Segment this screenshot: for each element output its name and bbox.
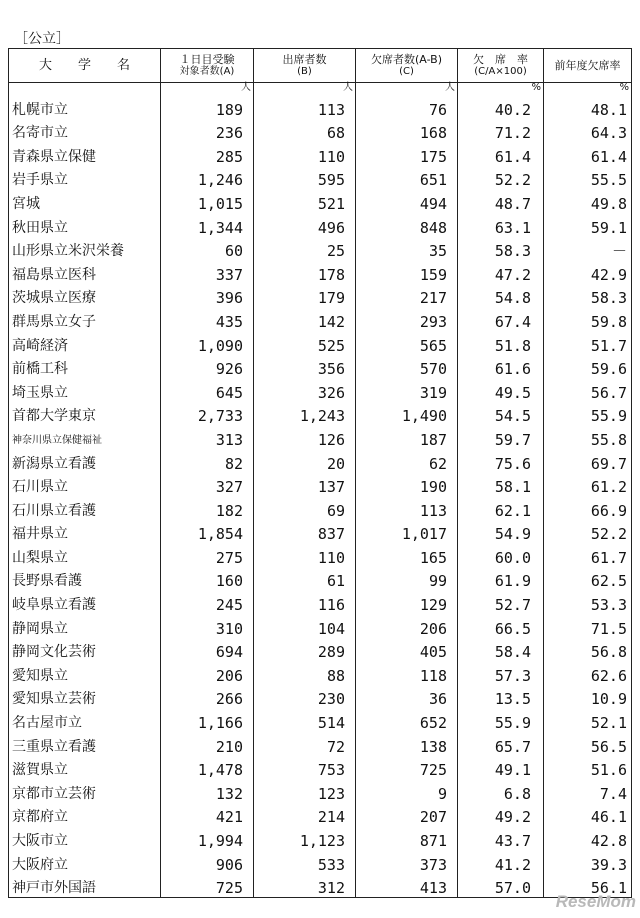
university-name: 長野県看護 (9, 567, 161, 591)
table-row (9, 826, 632, 850)
prev-absence-rate: 52.1 (544, 708, 632, 732)
applicants-count: 132 (161, 779, 254, 803)
prev-absence-rate: 55.9 (544, 402, 632, 426)
absence-rate: 58.3 (458, 237, 544, 261)
table-row (9, 661, 632, 685)
attendees-count: 230 (254, 685, 356, 709)
absentees-count: 217 (356, 284, 458, 308)
absentees-count: 165 (356, 543, 458, 567)
applicants-count: 1,344 (161, 213, 254, 237)
table-row (9, 708, 632, 732)
university-name: 福島県立医科 (9, 260, 161, 284)
applicants-count: 1,246 (161, 166, 254, 190)
section-label: ［公立］ (14, 31, 70, 47)
header-prev-absence-rate: 前年度欠席率 (544, 49, 632, 83)
absentees-count: 373 (356, 850, 458, 874)
university-name: 神奈川県立保健福祉 (9, 425, 161, 449)
university-name: 新潟県立看護 (9, 449, 161, 473)
prev-absence-rate: 49.8 (544, 189, 632, 213)
applicants-count: 396 (161, 284, 254, 308)
absence-rate: 41.2 (458, 850, 544, 874)
attendees-count: 88 (254, 661, 356, 685)
table-row (9, 543, 632, 567)
attendees-count: 1,243 (254, 402, 356, 426)
table-row (9, 685, 632, 709)
absentees-count: 725 (356, 756, 458, 780)
header-applicants (161, 49, 254, 83)
university-name: 愛知県立 (9, 661, 161, 685)
university-name: 埼玉県立 (9, 378, 161, 402)
prev-absence-rate: 61.4 (544, 142, 632, 166)
university-name: 高崎経済 (9, 331, 161, 355)
applicants-count: 206 (161, 661, 254, 685)
absentees-count: 9 (356, 779, 458, 803)
prev-absence-rate: 42.8 (544, 826, 632, 850)
absentees-count: 168 (356, 119, 458, 143)
absentees-count: 413 (356, 874, 458, 898)
attendees-count: 326 (254, 378, 356, 402)
header-row (9, 49, 632, 83)
absentees-count: 652 (356, 708, 458, 732)
prev-absence-rate: 56.8 (544, 638, 632, 662)
applicants-count: 236 (161, 119, 254, 143)
university-name: 秋田県立 (9, 213, 161, 237)
prev-absence-rate: 10.9 (544, 685, 632, 709)
attendees-count: 72 (254, 732, 356, 756)
university-name: 宮城 (9, 189, 161, 213)
attendees-count: 116 (254, 590, 356, 614)
absence-rate: 13.5 (458, 685, 544, 709)
absence-rate: 43.7 (458, 826, 544, 850)
table-row (9, 95, 632, 119)
absentees-count: 118 (356, 661, 458, 685)
absentees-count: 187 (356, 425, 458, 449)
absence-rate: 52.2 (458, 166, 544, 190)
table-row (9, 874, 632, 898)
applicants-count: 645 (161, 378, 254, 402)
table-row (9, 307, 632, 331)
attendees-count: 69 (254, 496, 356, 520)
prev-absence-rate: 51.7 (544, 331, 632, 355)
university-name: 名寄市立 (9, 119, 161, 143)
prev-absence-rate: 64.3 (544, 119, 632, 143)
absentees-count: 293 (356, 307, 458, 331)
applicants-count: 82 (161, 449, 254, 473)
table-row (9, 638, 632, 662)
attendees-count: 514 (254, 708, 356, 732)
applicants-count: 2,733 (161, 402, 254, 426)
table-row (9, 756, 632, 780)
university-name: 石川県立看護 (9, 496, 161, 520)
applicants-count: 210 (161, 732, 254, 756)
table-row (9, 850, 632, 874)
university-name: 前橋工科 (9, 355, 161, 379)
prev-absence-rate: 66.9 (544, 496, 632, 520)
absence-rate: 54.5 (458, 402, 544, 426)
table-row (9, 779, 632, 803)
unit-percent: % (544, 83, 632, 96)
university-name: 茨城県立医療 (9, 284, 161, 308)
university-name: 神戸市外国語 (9, 874, 161, 898)
header-attendees-sub: (B) (297, 65, 312, 77)
attendees-count: 496 (254, 213, 356, 237)
attendees-count: 178 (254, 260, 356, 284)
prev-absence-rate: 69.7 (544, 449, 632, 473)
applicants-count: 337 (161, 260, 254, 284)
table-row (9, 213, 632, 237)
attendees-count: 20 (254, 449, 356, 473)
table-row (9, 449, 632, 473)
attendees-count: 179 (254, 284, 356, 308)
applicants-count: 160 (161, 567, 254, 591)
absentees-count: 570 (356, 355, 458, 379)
prev-absence-rate: 61.2 (544, 473, 632, 497)
university-name: 札幌市立 (9, 95, 161, 119)
absence-rate: 61.6 (458, 355, 544, 379)
attendees-count: 1,123 (254, 826, 356, 850)
applicants-count: 60 (161, 237, 254, 261)
absence-rate: 63.1 (458, 213, 544, 237)
absentees-count: 175 (356, 142, 458, 166)
header-attendees-label: 出席者数 (282, 52, 327, 66)
applicants-count: 310 (161, 614, 254, 638)
table-row (9, 496, 632, 520)
university-name: 名古屋市立 (9, 708, 161, 732)
header-absentees-label: 欠席者数(A-B) (371, 52, 442, 66)
university-name: 青森県立保健 (9, 142, 161, 166)
applicants-count: 266 (161, 685, 254, 709)
absentees-count: 1,017 (356, 520, 458, 544)
prev-absence-rate: 53.3 (544, 590, 632, 614)
absentees-count: 206 (356, 614, 458, 638)
table-row (9, 237, 632, 261)
absence-rate: 58.1 (458, 473, 544, 497)
header-absence-rate (458, 49, 544, 83)
university-name: 首都大学東京 (9, 402, 161, 426)
absence-rate: 65.7 (458, 732, 544, 756)
header-attendees (254, 49, 356, 83)
absence-rate: 60.0 (458, 543, 544, 567)
attendees-count: 61 (254, 567, 356, 591)
prev-absence-rate: 51.6 (544, 756, 632, 780)
absence-rate: 47.2 (458, 260, 544, 284)
absence-rate: 6.8 (458, 779, 544, 803)
prev-absence-rate: 56.5 (544, 732, 632, 756)
prev-absence-rate: 71.5 (544, 614, 632, 638)
university-name: 愛知県立芸術 (9, 685, 161, 709)
applicants-count: 245 (161, 590, 254, 614)
table-row (9, 590, 632, 614)
applicants-count: 1,166 (161, 708, 254, 732)
header-applicants-sub: 対象者数(A) (179, 65, 235, 77)
prev-absence-rate: 56.7 (544, 378, 632, 402)
applicants-count: 1,994 (161, 826, 254, 850)
table-row (9, 567, 632, 591)
table-row (9, 166, 632, 190)
unit-percent: % (458, 83, 544, 96)
attendees-count: 104 (254, 614, 356, 638)
absentees-count: 159 (356, 260, 458, 284)
table-row (9, 520, 632, 544)
applicants-count: 1,015 (161, 189, 254, 213)
attendees-count: 68 (254, 119, 356, 143)
absence-rate: 61.4 (458, 142, 544, 166)
applicants-count: 725 (161, 874, 254, 898)
absence-rate: 48.7 (458, 189, 544, 213)
university-name: 京都市立芸術 (9, 779, 161, 803)
prev-absence-rate: 7.4 (544, 779, 632, 803)
absence-rate: 61.9 (458, 567, 544, 591)
units-blank (9, 83, 161, 96)
attendees-count: 123 (254, 779, 356, 803)
absentees-count: 871 (356, 826, 458, 850)
absentees-count: 138 (356, 732, 458, 756)
units-row (9, 83, 632, 96)
prev-absence-rate: 58.3 (544, 284, 632, 308)
attendees-count: 595 (254, 166, 356, 190)
attendees-count: 137 (254, 473, 356, 497)
prev-absence-rate: 59.6 (544, 355, 632, 379)
table-row (9, 425, 632, 449)
university-name: 群馬県立女子 (9, 307, 161, 331)
absence-rate: 49.2 (458, 803, 544, 827)
applicants-count: 182 (161, 496, 254, 520)
applicants-count: 1,090 (161, 331, 254, 355)
applicants-count: 1,854 (161, 520, 254, 544)
prev-absence-rate: 62.5 (544, 567, 632, 591)
attendees-count: 312 (254, 874, 356, 898)
absentees-count: 190 (356, 473, 458, 497)
header-absence-rate-sub: (C/A×100) (474, 65, 527, 77)
prev-absence-rate: 56.1 (544, 874, 632, 898)
attendees-count: 113 (254, 95, 356, 119)
prev-absence-rate: 55.8 (544, 425, 632, 449)
absence-rate: 58.4 (458, 638, 544, 662)
header-applicants-label: １日目受験 (179, 52, 235, 66)
attendees-count: 25 (254, 237, 356, 261)
university-name: 岩手県立 (9, 166, 161, 190)
absence-rate: 57.0 (458, 874, 544, 898)
attendees-count: 126 (254, 425, 356, 449)
university-name: 静岡県立 (9, 614, 161, 638)
prev-absence-rate: 55.5 (544, 166, 632, 190)
unit-person: 人 (161, 83, 254, 96)
table-row (9, 284, 632, 308)
prev-absence-rate: 52.2 (544, 520, 632, 544)
absence-table (8, 48, 632, 898)
absentees-count: 207 (356, 803, 458, 827)
table-row (9, 614, 632, 638)
attendees-count: 521 (254, 189, 356, 213)
university-name: 石川県立 (9, 473, 161, 497)
header-absence-rate-label: 欠 席 率 (473, 52, 528, 66)
absentees-count: 62 (356, 449, 458, 473)
applicants-count: 694 (161, 638, 254, 662)
university-name: 大阪市立 (9, 826, 161, 850)
attendees-count: 214 (254, 803, 356, 827)
header-university-name: 大 学 名 (9, 49, 161, 83)
prev-absence-rate: 62.6 (544, 661, 632, 685)
absence-rate: 59.7 (458, 425, 544, 449)
applicants-count: 275 (161, 543, 254, 567)
table-row (9, 260, 632, 284)
absentees-count: 1,490 (356, 402, 458, 426)
absence-rate: 57.3 (458, 661, 544, 685)
university-name: 滋賀県立 (9, 756, 161, 780)
university-name: 山形県立米沢栄養 (9, 237, 161, 261)
absence-rate: 52.7 (458, 590, 544, 614)
absence-rate: 54.8 (458, 284, 544, 308)
table-row (9, 803, 632, 827)
resemom-logo: ReseMom (555, 892, 636, 911)
attendees-count: 525 (254, 331, 356, 355)
absentees-count: 36 (356, 685, 458, 709)
prev-absence-rate: 61.7 (544, 543, 632, 567)
prev-absence-rate: － (544, 237, 632, 261)
university-name: 山梨県立 (9, 543, 161, 567)
prev-absence-rate: 42.9 (544, 260, 632, 284)
absentees-count: 99 (356, 567, 458, 591)
header-absentees (356, 49, 458, 83)
table-row (9, 355, 632, 379)
absentees-count: 129 (356, 590, 458, 614)
absentees-count: 113 (356, 496, 458, 520)
table-row (9, 189, 632, 213)
prev-absence-rate: 59.8 (544, 307, 632, 331)
absence-rate: 49.1 (458, 756, 544, 780)
applicants-count: 313 (161, 425, 254, 449)
table-row (9, 142, 632, 166)
unit-person: 人 (356, 83, 458, 96)
absence-rate: 40.2 (458, 95, 544, 119)
attendees-count: 356 (254, 355, 356, 379)
table-row (9, 378, 632, 402)
table-row (9, 732, 632, 756)
prev-absence-rate: 39.3 (544, 850, 632, 874)
absentees-count: 405 (356, 638, 458, 662)
absence-rate: 49.5 (458, 378, 544, 402)
header-absentees-sub: (C) (399, 65, 414, 77)
applicants-count: 189 (161, 95, 254, 119)
table-row (9, 331, 632, 355)
table-row (9, 473, 632, 497)
university-name: 静岡文化芸術 (9, 638, 161, 662)
prev-absence-rate: 48.1 (544, 95, 632, 119)
absence-rate: 54.9 (458, 520, 544, 544)
attendees-count: 837 (254, 520, 356, 544)
absence-rate: 66.5 (458, 614, 544, 638)
applicants-count: 906 (161, 850, 254, 874)
absentees-count: 494 (356, 189, 458, 213)
table-row (9, 402, 632, 426)
university-name: 三重県立看護 (9, 732, 161, 756)
absentees-count: 848 (356, 213, 458, 237)
applicants-count: 285 (161, 142, 254, 166)
applicants-count: 926 (161, 355, 254, 379)
university-name: 岐阜県立看護 (9, 590, 161, 614)
unit-person: 人 (254, 83, 356, 96)
absence-rate: 71.2 (458, 119, 544, 143)
university-name: 大阪府立 (9, 850, 161, 874)
applicants-count: 1,478 (161, 756, 254, 780)
absence-rate: 62.1 (458, 496, 544, 520)
attendees-count: 110 (254, 142, 356, 166)
attendees-count: 289 (254, 638, 356, 662)
prev-absence-rate: 46.1 (544, 803, 632, 827)
university-name: 福井県立 (9, 520, 161, 544)
absence-rate: 67.4 (458, 307, 544, 331)
absentees-count: 565 (356, 331, 458, 355)
table-row (9, 119, 632, 143)
attendees-count: 753 (254, 756, 356, 780)
attendees-count: 533 (254, 850, 356, 874)
absence-rate: 55.9 (458, 708, 544, 732)
prev-absence-rate: 59.1 (544, 213, 632, 237)
university-name: 京都府立 (9, 803, 161, 827)
absence-rate: 75.6 (458, 449, 544, 473)
absence-rate: 51.8 (458, 331, 544, 355)
attendees-count: 110 (254, 543, 356, 567)
absentees-count: 76 (356, 95, 458, 119)
applicants-count: 435 (161, 307, 254, 331)
attendees-count: 142 (254, 307, 356, 331)
absentees-count: 319 (356, 378, 458, 402)
applicants-count: 421 (161, 803, 254, 827)
absentees-count: 651 (356, 166, 458, 190)
absentees-count: 35 (356, 237, 458, 261)
applicants-count: 327 (161, 473, 254, 497)
